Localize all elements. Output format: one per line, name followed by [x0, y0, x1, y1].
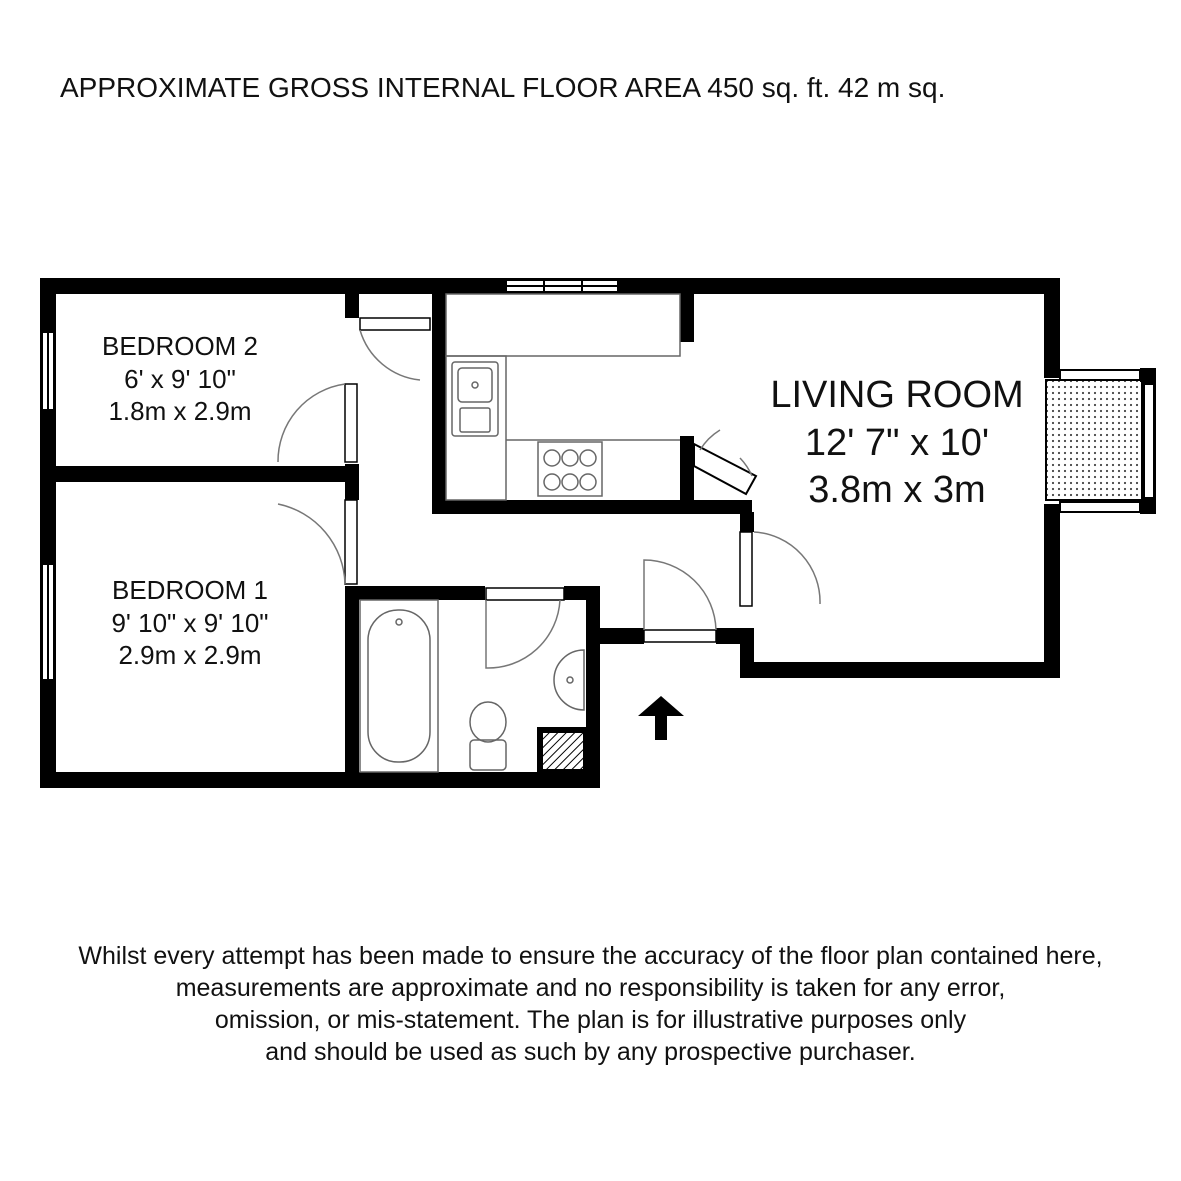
wall-kitchen-stub — [680, 290, 694, 342]
door-bedroom1-leaf — [345, 500, 357, 584]
disclaimer — [0, 940, 1181, 1068]
disclaimer-line: Whilst every attempt has been made to ensure the accuracy of the floor plan contained here, — [78, 942, 1103, 970]
balcony — [1046, 380, 1142, 500]
door-cupboard-leaf — [360, 318, 430, 330]
wall-bed-divider — [40, 466, 358, 482]
window-balcony-top — [1060, 370, 1140, 380]
room-metric: 2.9m x 2.9m — [118, 640, 262, 670]
room-imperial: 6' x 9' 10" — [124, 363, 236, 394]
window-balcony-right — [1144, 384, 1154, 498]
wall-top-bedrooms — [40, 278, 358, 294]
door-entrance-swing — [644, 560, 716, 630]
wall-balcony-bottom — [1140, 500, 1156, 514]
door-bedroom2-leaf — [345, 384, 357, 462]
wall-hall-left-a — [345, 278, 359, 318]
wall-kitchen-left — [432, 278, 446, 514]
wall-hall-left-b — [345, 464, 359, 500]
door-bathroom-swing — [486, 600, 560, 668]
room-label-bedroom1 — [80, 574, 300, 672]
wall-kitchen-bottom — [432, 500, 752, 514]
wall-bottom-living — [740, 662, 1060, 678]
room-label-living — [752, 372, 1042, 515]
door-bathroom-leaf — [486, 588, 564, 600]
wall-right-living-b — [1044, 504, 1060, 678]
bathtub-icon — [360, 600, 438, 772]
bathroom-fixtures — [360, 600, 586, 772]
door-cupboard-swing — [360, 330, 420, 380]
wall-entrance-left — [586, 628, 644, 644]
door-entrance-leaf — [644, 630, 716, 642]
room-metric: 1.8m x 2.9m — [108, 396, 252, 426]
kitchen-fixtures — [446, 294, 680, 500]
wall-hall-left-c — [345, 586, 359, 786]
wall-right-living-a — [1044, 278, 1060, 378]
kitchen-counter-top — [446, 294, 680, 356]
wall-living-left-mid — [740, 512, 754, 532]
door-kitchen-leaf — [694, 444, 756, 494]
disclaimer-line: omission, or mis-statement. The plan is for illustrative purposes only — [214, 1006, 967, 1034]
room-name: BEDROOM 2 — [101, 331, 259, 361]
room-imperial: 12' 7" x 10' — [804, 421, 990, 464]
disclaimer-line: measurements are approximate and no responsibility is taken for any error, — [175, 974, 1006, 1002]
sink-icon — [452, 362, 498, 436]
room-imperial: 9' 10" x 9' 10" — [111, 607, 269, 638]
door-living-leaf — [740, 532, 752, 606]
door-bedroom1-swing — [278, 504, 345, 584]
hob-icon — [538, 442, 602, 496]
cupboard-hatched — [540, 730, 586, 772]
wall-top-hall — [345, 278, 445, 294]
window-balcony-bottom — [1060, 502, 1140, 512]
entrance-arrow-icon — [638, 696, 684, 740]
wall-bath-top-a — [345, 586, 485, 600]
disclaimer-line: and should be used as such by any prospective purchaser. — [265, 1038, 916, 1066]
wall-entrance-right — [716, 628, 754, 644]
kitchen-counter-lower — [446, 356, 506, 500]
basin-icon — [554, 650, 584, 710]
room-metric: 3.8m x 3m — [808, 469, 986, 511]
room-label-bedroom2 — [70, 330, 290, 428]
floor-area-heading: APPROXIMATE GROSS INTERNAL FLOOR AREA 450 sq. ft. 42 m sq. — [60, 72, 946, 103]
toilet-icon — [470, 702, 506, 770]
wall-kitchen-right — [680, 436, 694, 512]
wall-bottom — [40, 772, 600, 788]
room-name: LIVING ROOM — [770, 374, 1024, 416]
room-name: BEDROOM 1 — [111, 575, 269, 605]
door-living-swing — [754, 532, 820, 604]
